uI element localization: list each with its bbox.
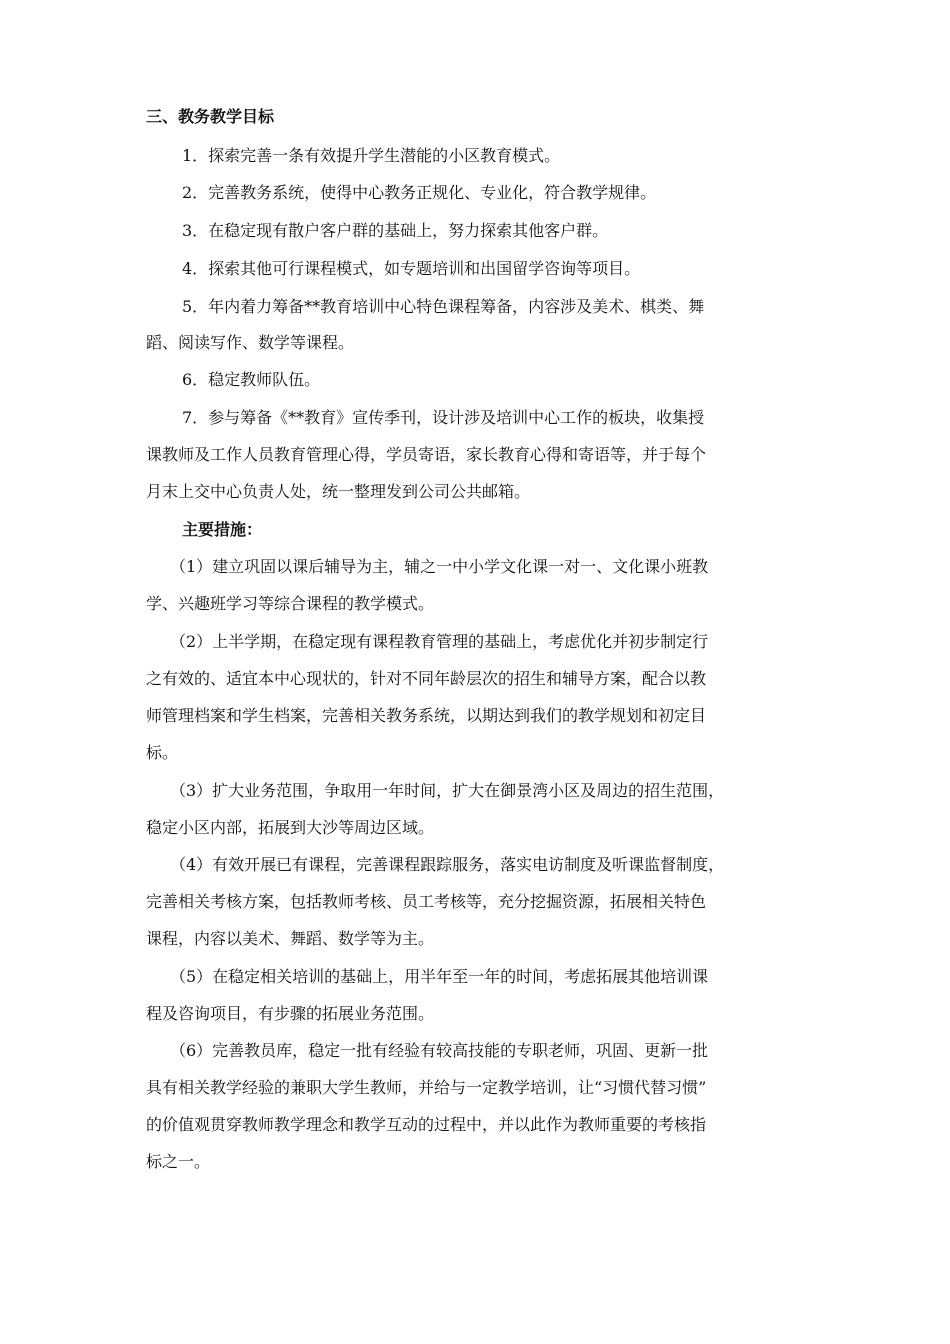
measure-line: 程及咨询项目，有步骤的拓展业务范围。 — [146, 1004, 435, 1023]
measure-line: （1）建立巩固以课后辅导为主，辅之一中小学文化课一对一、文化课小班教 — [170, 557, 709, 576]
measure-line: 师管理档案和学生档案，完善相关教务系统，以期达到我们的教学规划和初定目 — [146, 706, 707, 725]
goal-line: 2．完善教务系统，使得中心教务正规化、专业化，符合教学规律。 — [182, 183, 657, 202]
measure-line: 之有效的、适宜本中心现状的，针对不同年龄层次的招生和辅导方案，配合以教 — [146, 669, 707, 688]
measure-line: 标之一。 — [146, 1152, 211, 1171]
measure-line: （2）上半学期，在稳定现有课程教育管理的基础上，考虑优化并初步制定行 — [170, 632, 709, 651]
goal-line: 1．探索完善一条有效提升学生潜能的小区教育模式。 — [182, 146, 561, 165]
goal-line: 4．探索其他可行课程模式，如专题培训和出国留学咨询等项目。 — [182, 259, 641, 278]
measures-heading: 主要措施： — [182, 520, 263, 539]
measure-line: 课程，内容以美术、舞蹈、数学等为主。 — [146, 929, 435, 948]
goal-line: 5．年内着力筹备**教育培训中心特色课程筹备，内容涉及美术、棋类、舞 — [182, 297, 705, 316]
measure-line: （6）完善教员库，稳定一批有经验有较高技能的专职老师，巩固、更新一批 — [170, 1041, 709, 1060]
measure-line: 具有相关教学经验的兼职大学生教师，并给与一定教学培训，让“习惯代替习惯” — [146, 1078, 707, 1097]
section-heading: 三、教务教学目标 — [146, 107, 275, 126]
measure-line: 学、兴趣班学习等综合课程的教学模式。 — [146, 594, 435, 613]
goal-line: 3．在稳定现有散户客户群的基础上，努力探索其他客户群。 — [182, 221, 609, 240]
goal-line: 月末上交中心负责人处，统一整理发到公司公共邮箱。 — [146, 482, 531, 501]
goal-line: 课教师及工作人员教育管理心得，学员寄语，家长教育心得和寄语等，并于每个 — [146, 445, 707, 464]
measure-line: 完善相关考核方案，包括教师考核、员工考核等，充分挖掘资源，拓展相关特色 — [146, 892, 707, 911]
goal-line: 6．稳定教师队伍。 — [182, 370, 321, 389]
measure-line: （3）扩大业务范围，争取用一年时间，扩大在御景湾小区及周边的招生范围， — [170, 781, 725, 800]
measure-line: 稳定小区内部，拓展到大沙等周边区域。 — [146, 818, 435, 837]
measure-line: （5）在稳定相关培训的基础上，用半年至一年的时间，考虑拓展其他培训课 — [170, 967, 709, 986]
goal-line: 7．参与筹备《**教育》宣传季刊，设计涉及培训中心工作的板块，收集授 — [182, 408, 705, 427]
measure-line: 的价值观贯穿教师教学理念和教学互动的过程中，并以此作为教师重要的考核指 — [146, 1115, 707, 1134]
measure-line: 标。 — [146, 743, 179, 762]
measure-line: （4）有效开展已有课程，完善课程跟踪服务，落实电访制度及听课监督制度， — [170, 855, 725, 874]
goal-line: 蹈、阅读写作、数学等课程。 — [146, 333, 355, 352]
